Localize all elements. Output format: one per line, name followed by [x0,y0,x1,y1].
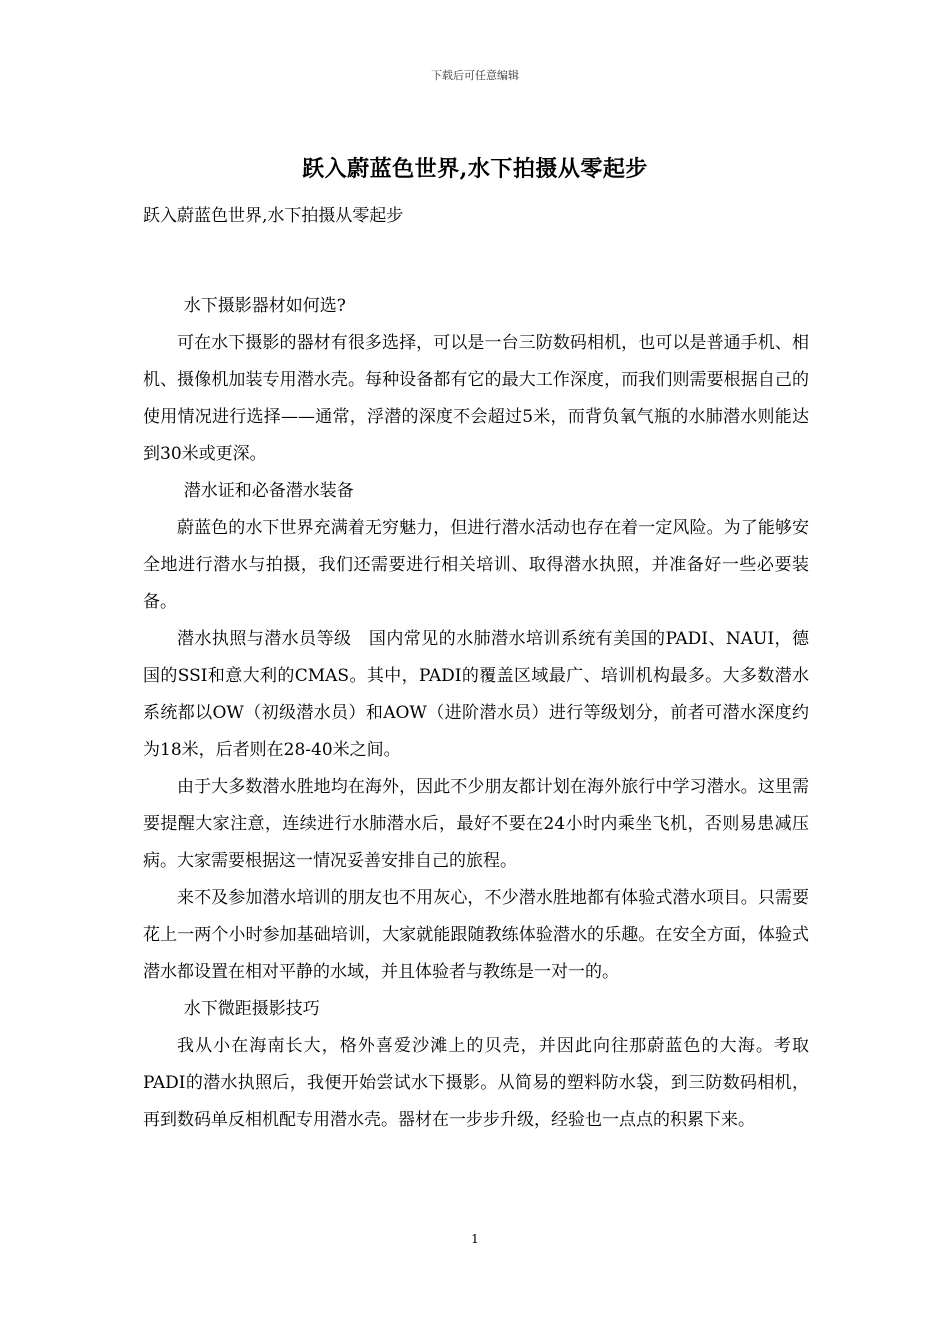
section-heading: 水下微距摄影技巧 [183,999,320,1019]
paragraph: 可在水下摄影的器材有很多选择，可以是一台三防数码相机，也可以是普通手机、相机、摄像机加装专用潜水壳。每种设备都有它的最大工作深度，而我们则需要根据自己的使用情况进行选择——通常，浮潜的深度不会超过5米，而背负氧气瓶的水肺潜水则能达到30米或更深。 [143,333,809,464]
paragraph: 由于大多数潜水胜地均在海外，因此不少朋友都计划在海外旅行中学习潜水。这里需要提醒大家注意，连续进行水肺潜水后，最好不要在24小时内乘坐飞机，否则易患减压病。大家需要根据这一情况妥善安排自己的旅程。 [143,777,809,871]
section-heading: 水下摄影器材如何选? [183,296,346,316]
paragraph: 潜水执照与潜水员等级 国内常见的水肺潜水培训系统有美国的PADI、NAUI，德国的SSI和意大利的CMAS。其中，PADI的覆盖区域最广、培训机构最多。大多数潜水系统都以OW（初级潜水员）和AOW（进阶潜水员）进行等级划分，前者可潜水深度约为18米，后者则在28-40米之间。 [143,629,809,760]
header-note: 下载后可任意编辑 [431,69,519,82]
document-title: 跃入蔚蓝色世界,水下拍摄从零起步 [302,156,648,182]
section-heading: 潜水证和必备潜水装备 [183,481,354,501]
document-body [143,198,809,1139]
page-number: 1 [471,1232,479,1246]
spacer [143,235,809,288]
document-subtitle: 跃入蔚蓝色世界,水下拍摄从零起步 [143,206,404,226]
paragraph: 我从小在海南长大，格外喜爱沙滩上的贝壳，并因此向往那蔚蓝色的大海。考取PADI的潜水执照后，我便开始尝试水下摄影。从简易的塑料防水袋，到三防数码相机，再到数码单反相机配专用潜水壳。器材在一步步升级，经验也一点点的积累下来。 [143,1036,809,1130]
paragraph: 来不及参加潜水培训的朋友也不用灰心，不少潜水胜地都有体验式潜水项目。只需要花上一两个小时参加基础培训，大家就能跟随教练体验潜水的乐趣。在安全方面，体验式潜水都设置在相对平静的水域，并且体验者与教练是一对一的。 [143,888,809,982]
paragraph: 蔚蓝色的水下世界充满着无穷魅力，但进行潜水活动也存在着一定风险。为了能够安全地进行潜水与拍摄，我们还需要进行相关培训、取得潜水执照，并准备好一些必要装备。 [143,518,809,612]
